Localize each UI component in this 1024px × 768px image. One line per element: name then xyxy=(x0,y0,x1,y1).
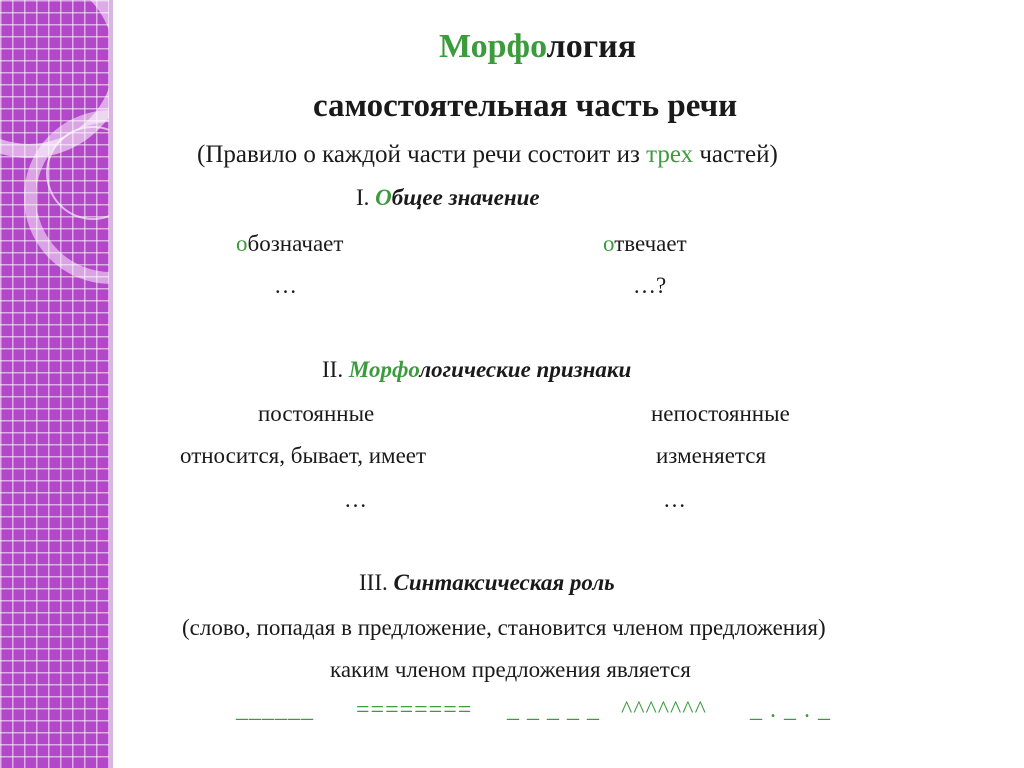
section-1-heading: I. Общее значение xyxy=(356,185,540,210)
slide-subtitle: самостоятельная часть речи xyxy=(313,88,738,124)
section-2-heading: II. Морфологические признаки xyxy=(322,357,632,382)
section-2-left-detail: относится, бывает, имеет xyxy=(180,443,427,468)
section-2-right-detail: изменяется xyxy=(656,443,767,468)
section-2-left-label: постоянные xyxy=(258,401,375,426)
section-2-right-ellipsis: … xyxy=(663,487,686,512)
section-1-right-ellipsis: …? xyxy=(633,273,667,298)
section-3-question: каким членом предложения является xyxy=(330,657,691,682)
section-1-left-ellipsis: … xyxy=(274,273,297,298)
underline-mark-predicate: ======== xyxy=(356,697,473,723)
underline-mark-adverbial: _ . _ . _ xyxy=(750,697,831,723)
section-3-note: (слово, попадая в предложение, становится членом предложения) xyxy=(182,615,826,640)
section-1-right-label: отвечает xyxy=(603,231,687,256)
underline-mark-object: _ _ _ _ _ xyxy=(507,697,600,723)
section-3-heading: III. Синтаксическая роль xyxy=(359,570,615,595)
underline-mark-subject: ______ xyxy=(236,697,314,723)
section-1-left-label: обозначает xyxy=(236,231,344,256)
rule-text: (Правило о каждой части речи состоит из трех частей) xyxy=(197,141,778,168)
decorative-sidebar xyxy=(0,0,113,768)
section-2-right-label: непостоянные xyxy=(651,401,790,426)
section-2-left-ellipsis: … xyxy=(344,487,367,512)
slide-title: Морфология xyxy=(439,28,637,65)
underline-mark-attribute: ^^^^^^^ xyxy=(621,697,707,723)
